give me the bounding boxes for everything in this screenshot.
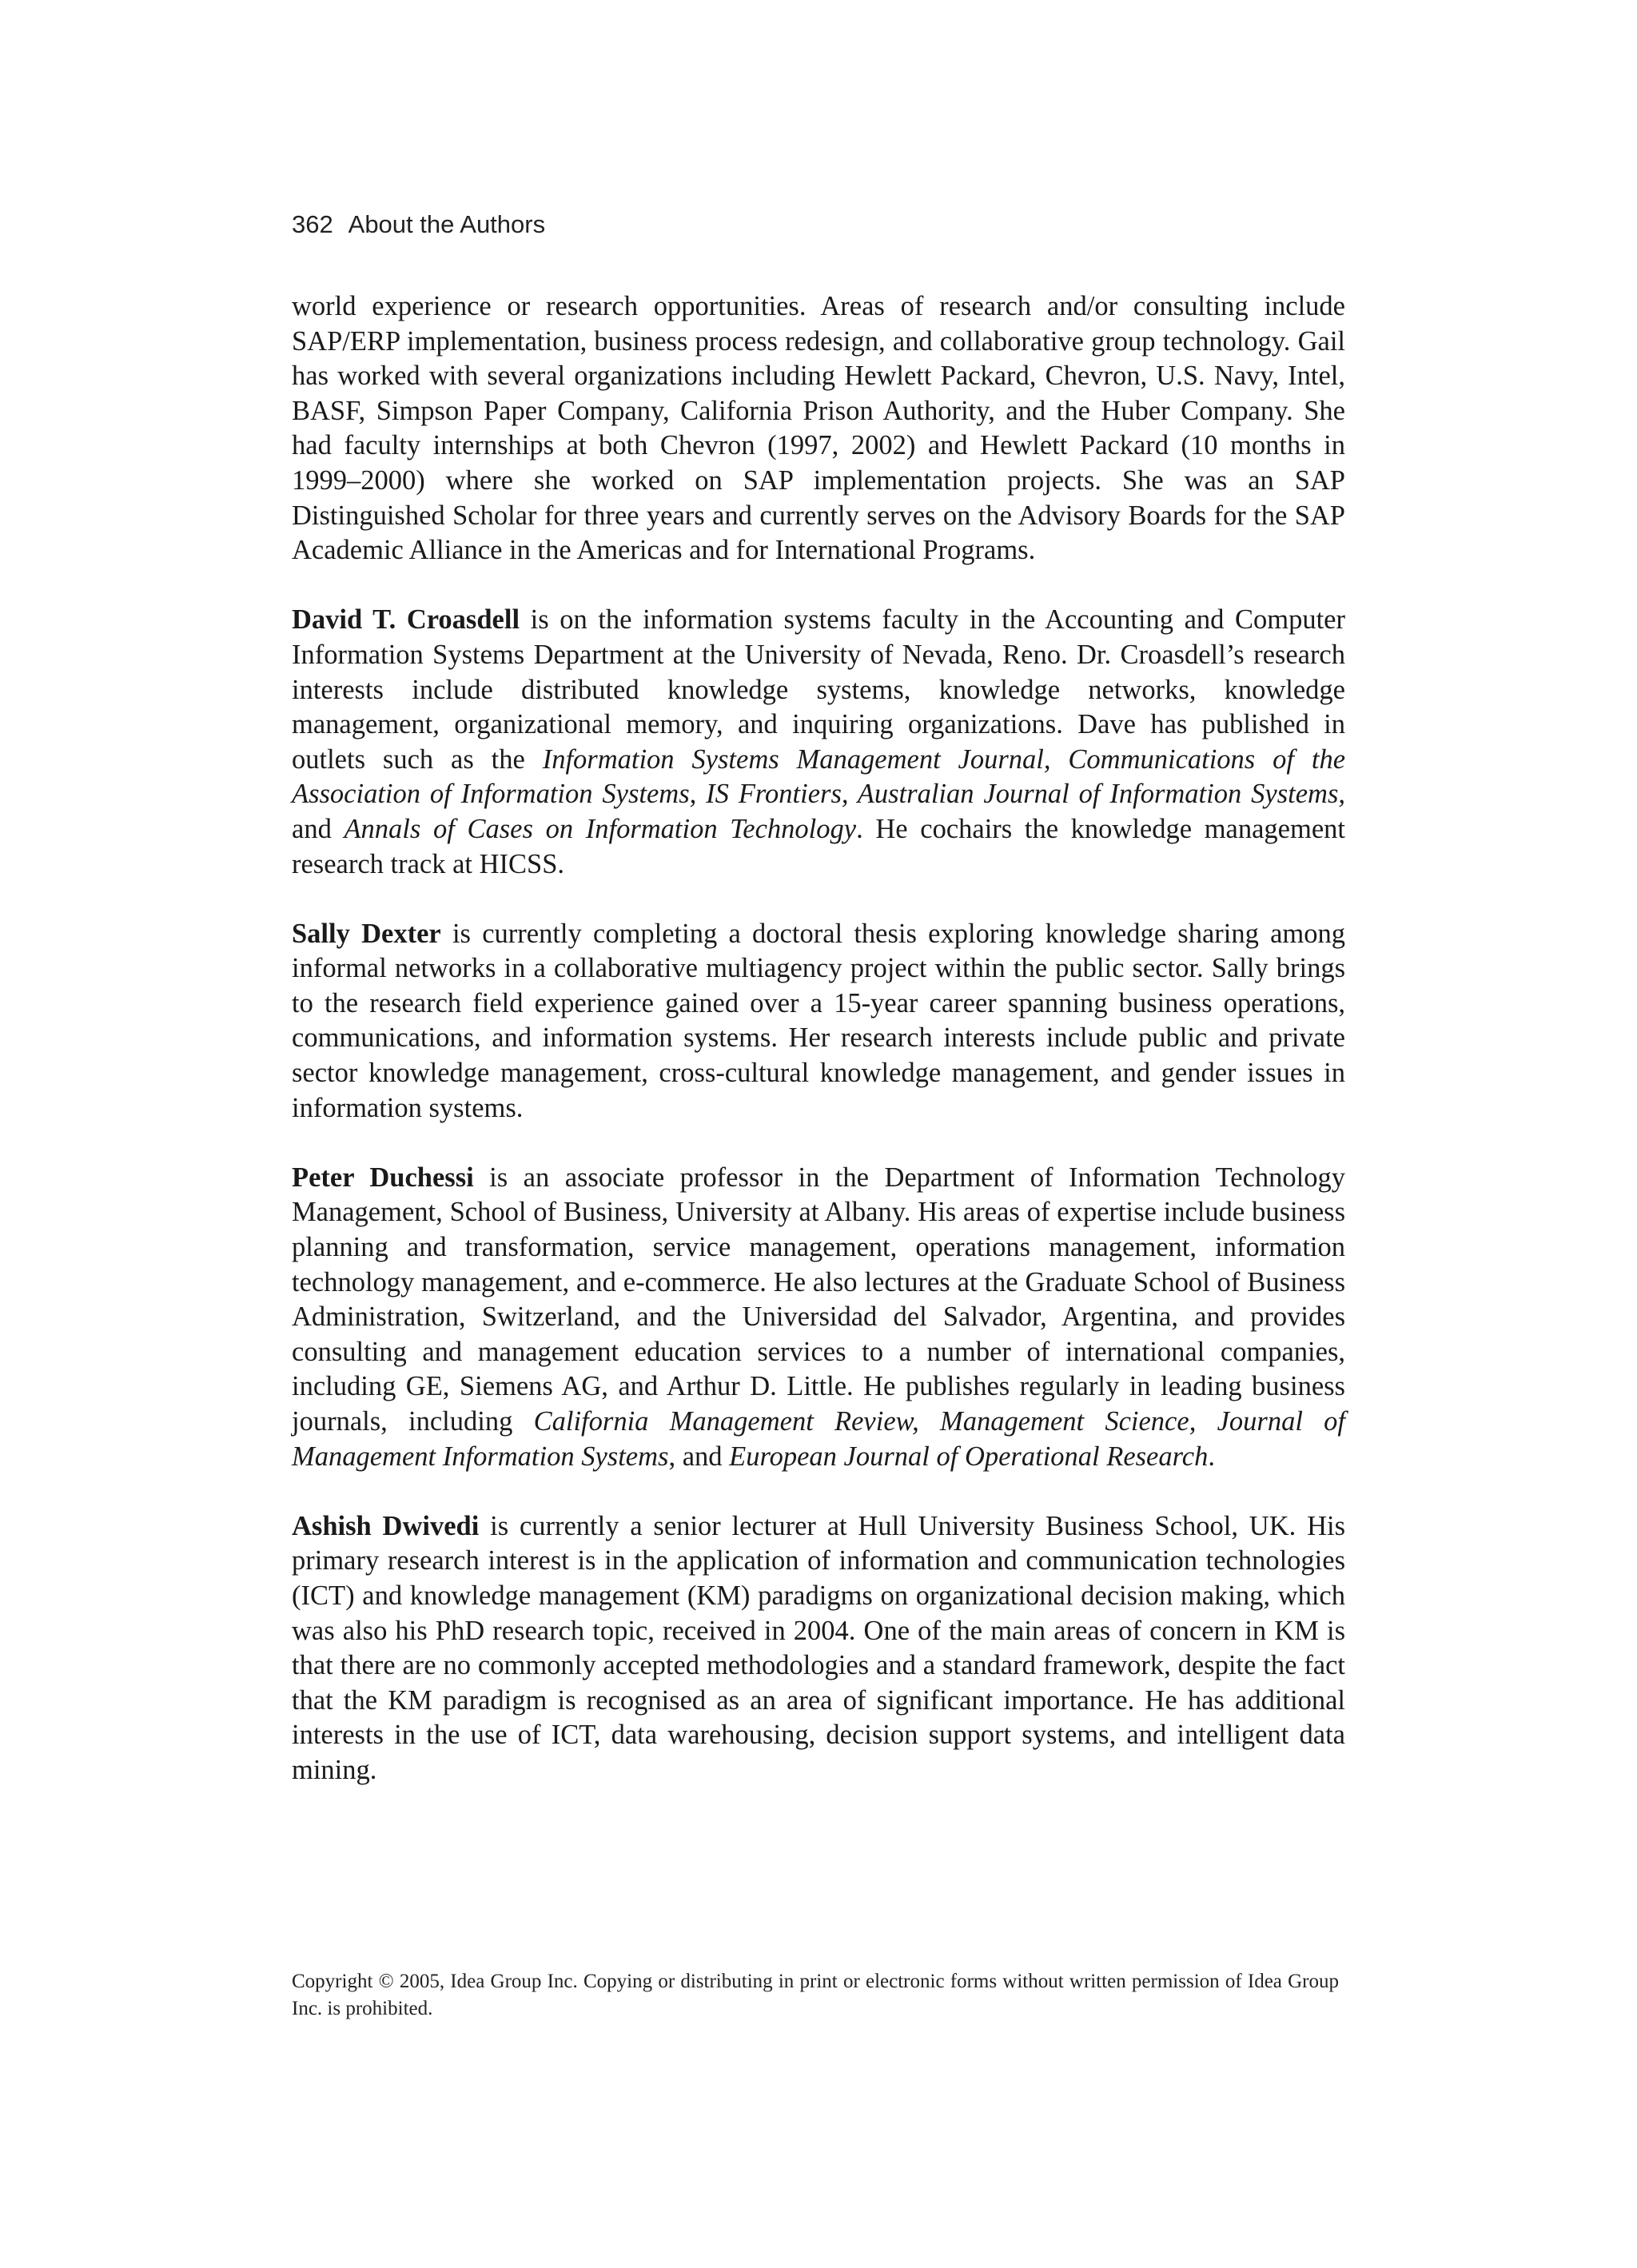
bio-text: and <box>292 813 345 844</box>
bio-paragraph-duchessi <box>292 1161 1345 1474</box>
bio-paragraph-gail-continuation <box>292 289 1345 568</box>
publication-titles: Information Systems Management Journal, Communications of the Association of Information Systems, IS Frontiers, Australian Journal of Information Systems, <box>292 743 1346 810</box>
body-text <box>292 289 1345 1788</box>
section-title: About the Authors <box>348 210 546 238</box>
author-name: Ashish Dwivedi <box>292 1510 480 1541</box>
bio-text: , and <box>668 1441 730 1472</box>
page-number: 362 <box>292 210 333 238</box>
author-name: Peter Duchessi <box>292 1162 474 1193</box>
bio-text: is an associate professor in the Department of Information Technology Management, School of Business, University at Albany. His areas of expertise include business planning and transformation, service management, operations management, information technology management, and e-commerce. He also lectures at the Graduate School of Business Administration, Switzerland, and the Universidad del Salvador, Argentina, and provides consulting and management education services to a number of international companies, including GE, Siemens AG, and Arthur D. Little. He publishes regularly in leading business journals, including <box>292 1162 1345 1437</box>
running-header <box>292 209 545 240</box>
bio-text: is on the information systems faculty in the Accounting and Computer Information Systems Department at the University of Nevada, Reno. Dr. Croasdell’s research interests include distributed knowledge systems, knowledge networks, knowledge management, organizational memory, and inquiring organizations. Dave has published in outlets such as the <box>292 604 1345 775</box>
author-name: David T. Croasdell <box>292 604 520 636</box>
publication-titles: Annals of Cases on Information Technology <box>344 813 857 844</box>
bio-paragraph-croasdell <box>292 603 1345 882</box>
bio-text: . <box>1208 1441 1215 1472</box>
publication-titles: California Management Review, Management Science, Journal of Management Information Systems <box>292 1406 1345 1472</box>
author-name: Sally Dexter <box>292 918 441 949</box>
publication-titles: European Journal of Operational Research <box>729 1441 1209 1472</box>
bio-text: world experience or research opportunities. Areas of research and/or consulting include SAP/ERP implementation, business process redesign, and collaborative group technology. Gail has worked with several organizations including Hewlett Packard, Chevron, U.S. Navy, Intel, BASF, Simpson Paper Company, California Prison Authority, and the Huber Company. She had faculty internships at both Chevron (1997, 2002) and Hewlett Packard (10 months in 1999–2000) where she worked on SAP implementation projects. She was an SAP Distinguished Scholar for three years and currently serves on the Advisory Boards for the SAP Academic Alliance in the Americas and for International Programs. <box>292 291 1345 566</box>
bio-paragraph-dwivedi <box>292 1509 1345 1788</box>
bio-text: . He cochairs the knowledge management research track at HICSS. <box>292 813 1345 879</box>
bio-text: is currently a senior lecturer at Hull University Business School, UK. His primary research interest is in the application of information and communication technologies (ICT) and knowledge management (KM) paradigms on organizational decision making, which was also his PhD research topic, received in 2004. One of the main areas of concern in KM is that there are no commonly accepted methodologies and a standard framework, despite the fact that the KM paradigm is recognised as an area of significant importance. He has additional interests in the use of ICT, data warehousing, decision support systems, and intelligent data mining. <box>292 1510 1345 1785</box>
bio-text: is currently completing a doctoral thesis exploring knowledge sharing among informal networks in a collaborative multiagency project within the public sector. Sally brings to the research field experience gained over a 15-year career spanning business operations, communications, and information systems. Her research interests include public and private sector knowledge management, cross-cultural knowledge management, and gender issues in information systems. <box>292 918 1346 1123</box>
bio-paragraph-dexter <box>292 917 1345 1126</box>
copyright-notice: Copyright © 2005, Idea Group Inc. Copying or distributing in print or electronic forms without written permission of Idea Group Inc. is prohibited. <box>292 1971 1339 2019</box>
